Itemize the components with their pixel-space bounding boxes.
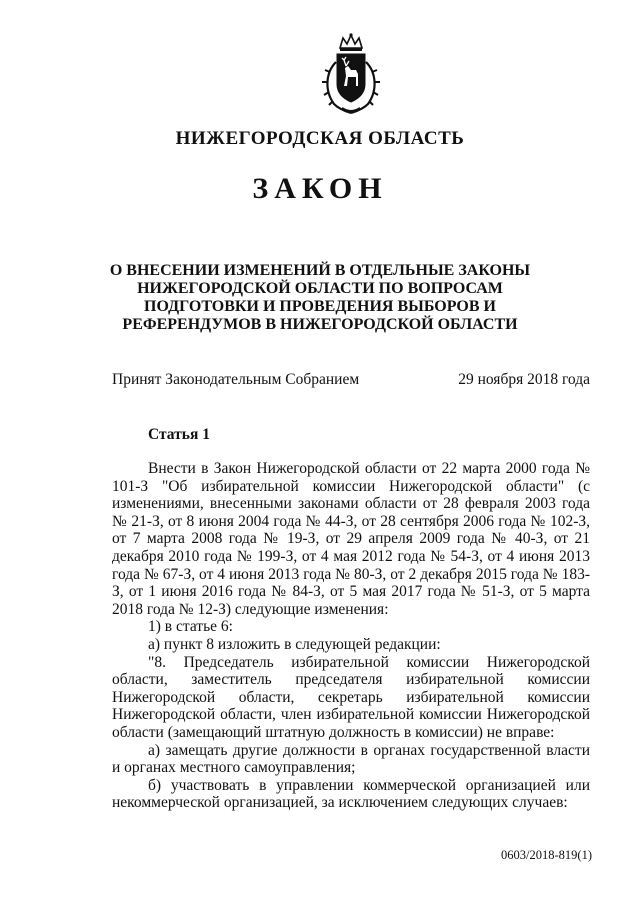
- paragraph: "8. Председатель избирательной комиссии Нижегородской области, заместитель председателя избирательной комиссии Нижегородской области, секретарь избирательной комиссии Нижегородской области, член избирательной комиссии Нижегородской области (замещающий штатную должность в комиссии) не вправе:: [112, 653, 590, 741]
- article-heading: Статья 1: [148, 426, 210, 443]
- adoption-date: 29 ноября 2018 года: [458, 371, 590, 388]
- paragraph: б) участвовать в управлении коммерческой организацией или некоммерческой организацией, за исключением следующих случаев:: [112, 776, 590, 812]
- paragraph: а) пункт 8 изложить в следующей редакции:: [148, 635, 441, 653]
- law-title: О ВНЕСЕНИИ ИЗМЕНЕНИЙ В ОТДЕЛЬНЫЕ ЗАКОНЫ НИЖЕГОРОДСКОЙ ОБЛАСТИ ПО ВОПРОСАМ ПОДГОТОВКИ И ПРОВЕДЕНИЯ ВЫБОРОВ И РЕФЕРЕНДУМОВ В НИЖЕГОРОДСКОЙ ОБЛАСТИ: [109, 262, 531, 333]
- document-type: ЗАКОН: [252, 172, 388, 205]
- paragraph: а) замещать другие должности в органах государственной власти и органах местного самоуправления;: [112, 741, 590, 777]
- adoption-line: [112, 371, 590, 389]
- paragraph: 1) в статье 6:: [148, 618, 233, 636]
- region-name: НИЖЕГОРОДСКАЯ ОБЛАСТЬ: [175, 128, 465, 149]
- document-code: 0603/2018-819(1): [501, 848, 592, 862]
- adopted-by: Принят Законодательным Собранием: [112, 371, 360, 388]
- coat-of-arms-icon: [318, 32, 384, 116]
- article-body: [112, 460, 590, 812]
- paragraph: Внести в Закон Нижегородской области от 22 марта 2000 года № 101-З "Об избирательной комиссии Нижегородской области" (с изменениями, внесенными законами области от 28 февраля 2003 года № 21-З, от 8 июня 2004 года № 44-З, от 28 сентября 2006 года № 102-З, от 7 марта 2008 года № 19-З, от 29 апреля 2009 года № 40-З, от 21 декабря 2010 года № 199-З, от 4 мая 2012 года № 54-З, от 4 июня 2013 года № 67-З, от 4 июня 2013 года № 80-З, от 2 декабря 2015 года № 183-З, от 1 июня 2016 года № 84-З, от 5 мая 2017 года № 51-З, от 5 марта 2018 года № 12-З) следующие изменения:: [112, 460, 590, 618]
